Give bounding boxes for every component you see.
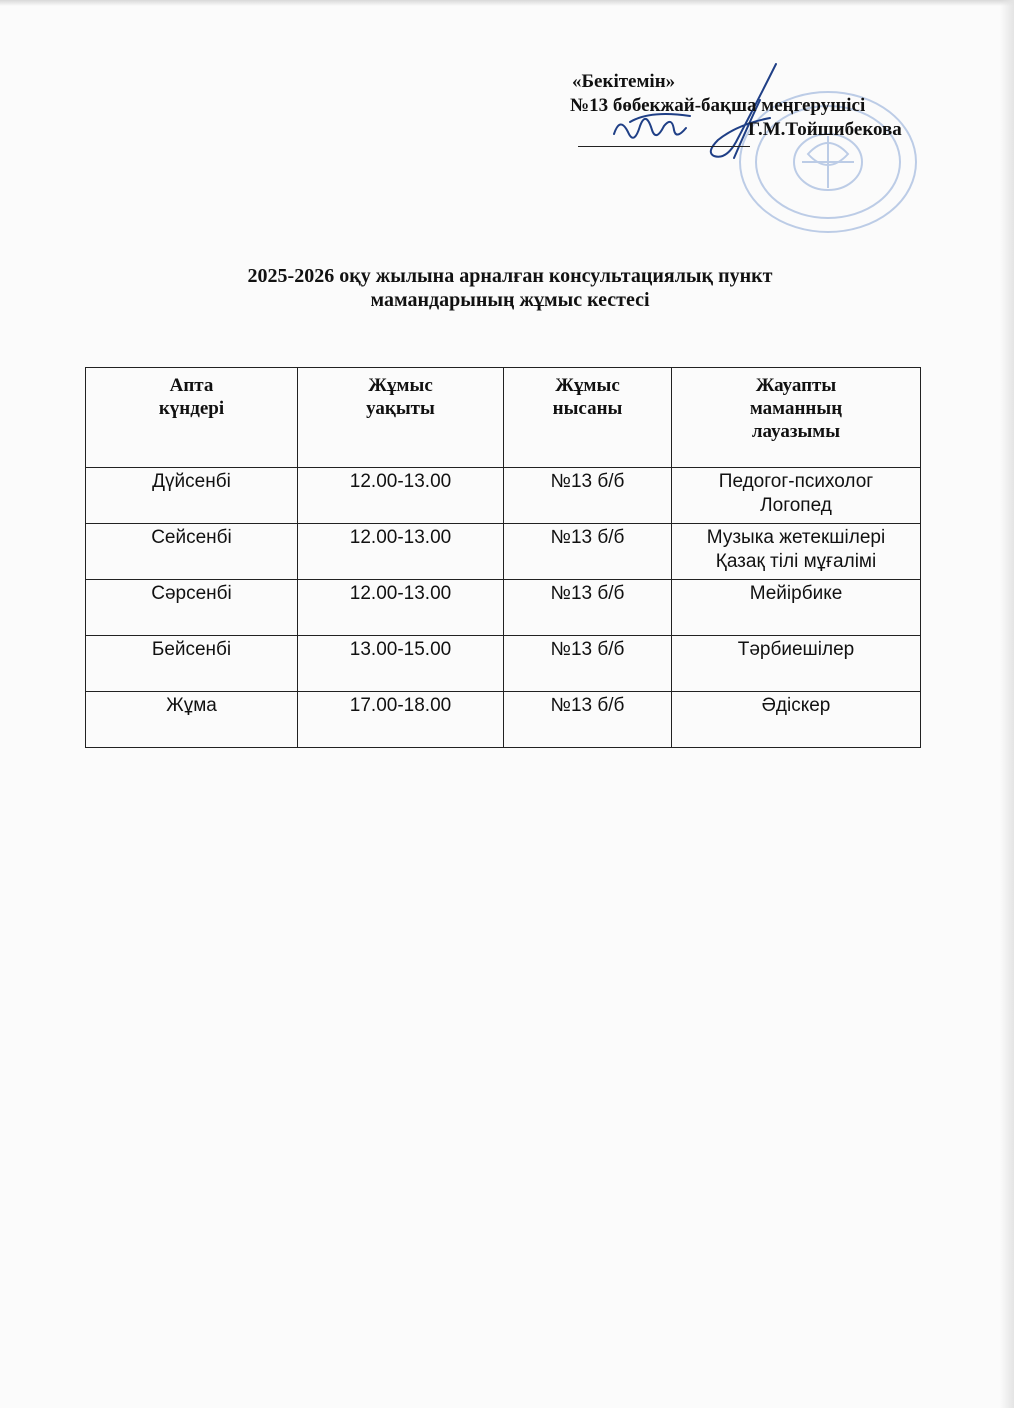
position-line: Тәрбиешілер bbox=[737, 639, 855, 660]
cell-position bbox=[672, 636, 921, 692]
page-top-edge bbox=[0, 0, 1014, 6]
cell-day: Сейсенбі bbox=[86, 524, 298, 580]
table-row bbox=[86, 468, 921, 524]
position-line: Музыка жетекшілері bbox=[706, 527, 886, 548]
table-row bbox=[86, 692, 921, 748]
header-form-line-1: Жұмыс bbox=[555, 375, 620, 396]
header-position bbox=[672, 368, 921, 468]
cell-day: Дүйсенбі bbox=[86, 468, 298, 524]
document-title bbox=[150, 264, 870, 312]
signature-line bbox=[578, 146, 750, 147]
cell-place: №13 б/б bbox=[504, 468, 672, 524]
title-line-1: 2025-2026 оқу жылына арналған консультациялық пункт bbox=[247, 265, 773, 287]
table-row bbox=[86, 524, 921, 580]
table-header-row bbox=[86, 368, 921, 468]
cell-position bbox=[672, 524, 921, 580]
cell-place: №13 б/б bbox=[504, 580, 672, 636]
table-row bbox=[86, 636, 921, 692]
header-form bbox=[504, 368, 672, 468]
cell-time: 12.00-13.00 bbox=[298, 524, 504, 580]
position-line: Мейірбике bbox=[749, 583, 843, 604]
cell-position bbox=[672, 580, 921, 636]
cell-time: 17.00-18.00 bbox=[298, 692, 504, 748]
cell-day: Жұма bbox=[86, 692, 298, 748]
header-time-line-2: уақыты bbox=[366, 398, 435, 419]
page-right-edge bbox=[1000, 0, 1014, 1408]
title-line-2: мамандарының жұмыс кестесі bbox=[370, 289, 650, 311]
approval-heading: «Бекітемін» bbox=[572, 71, 676, 92]
header-time-line-1: Жұмыс bbox=[368, 375, 433, 396]
header-position-line-3: лауазымы bbox=[751, 421, 841, 442]
table-row bbox=[86, 580, 921, 636]
position-line: Әдіскер bbox=[761, 695, 831, 716]
header-days-line-2: күндері bbox=[158, 398, 225, 419]
approval-position: №13 бөбекжай-бақша меңгерушісі bbox=[570, 95, 866, 116]
header-days bbox=[86, 368, 298, 468]
approval-name: Г.М.Тойшибекова bbox=[748, 119, 902, 140]
position-line: Педогог-психолог bbox=[718, 471, 874, 492]
header-time bbox=[298, 368, 504, 468]
cell-day: Сәрсенбі bbox=[86, 580, 298, 636]
header-position-line-1: Жауапты bbox=[755, 375, 837, 396]
cell-place: №13 б/б bbox=[504, 524, 672, 580]
position-line: Қазақ тілі мұғалімі bbox=[715, 551, 877, 572]
schedule-table bbox=[85, 367, 921, 748]
cell-time: 12.00-13.00 bbox=[298, 580, 504, 636]
header-form-line-2: нысаны bbox=[552, 398, 623, 419]
cell-time: 13.00-15.00 bbox=[298, 636, 504, 692]
cell-place: №13 б/б bbox=[504, 692, 672, 748]
cell-position bbox=[672, 468, 921, 524]
cell-place: №13 б/б bbox=[504, 636, 672, 692]
header-position-line-2: маманның bbox=[749, 398, 843, 419]
cell-day: Бейсенбі bbox=[86, 636, 298, 692]
header-days-line-1: Апта bbox=[169, 375, 214, 396]
position-line: Логопед bbox=[760, 495, 832, 516]
cell-position bbox=[672, 692, 921, 748]
cell-time: 12.00-13.00 bbox=[298, 468, 504, 524]
